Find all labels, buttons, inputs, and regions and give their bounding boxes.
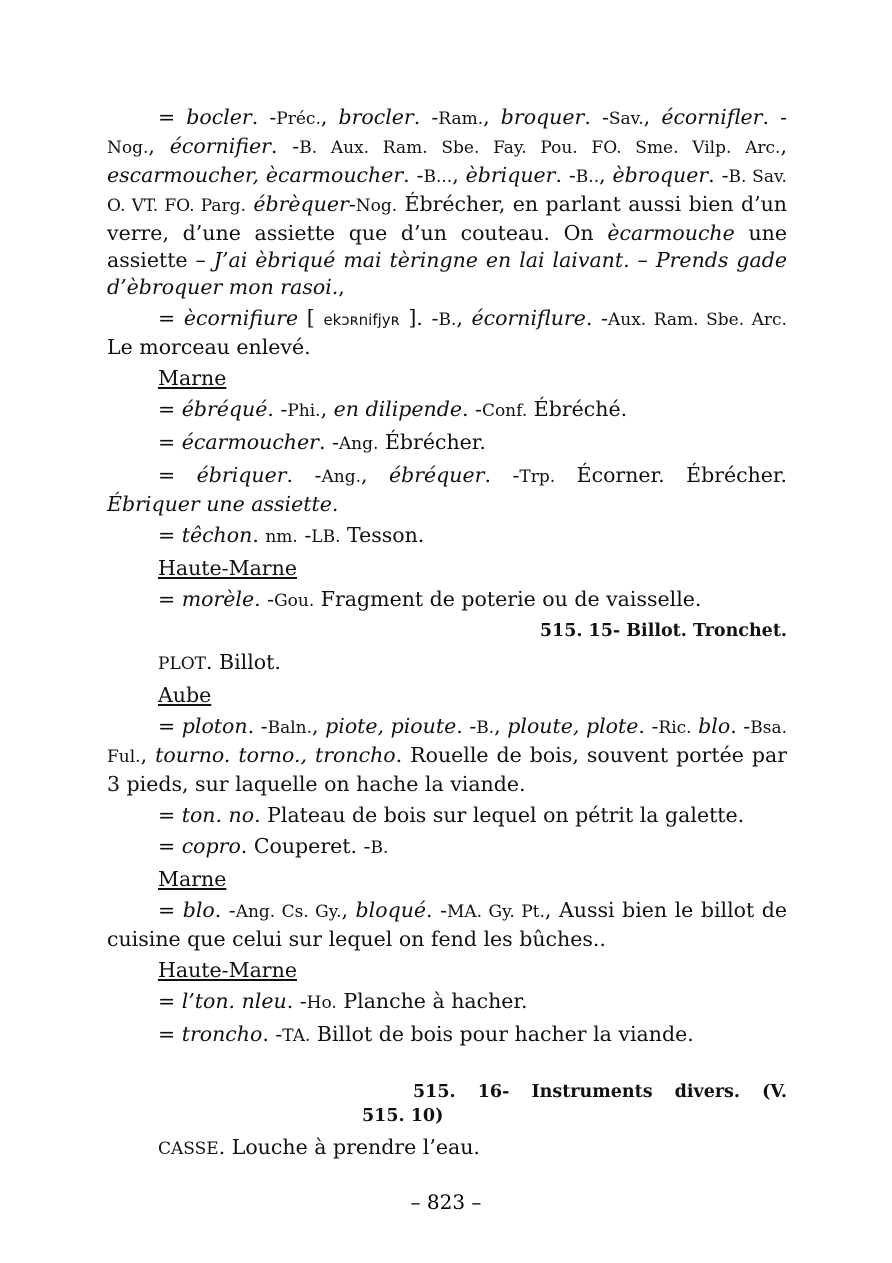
entry-copro: = copro. Couperet. -B.	[158, 834, 389, 858]
region-heading-aube: Aube	[158, 683, 212, 707]
entry-ebriquer: = ébriquer. -Ang., ébréquer. -Trp. Écorner. Ébrécher. Ébriquer une assiette.	[107, 463, 788, 516]
section-heading-instruments	[107, 1080, 787, 1128]
dictionary-page	[107, 104, 787, 1167]
entry-ebreque: = ébréqué. -Phi., en dilipende. -Conf. Ébréché.	[158, 397, 628, 421]
entry-plot: PLOT. Billot.	[158, 650, 281, 674]
entry-troncho: = troncho. -TA. Billot de bois pour hacher la viande.	[158, 1022, 694, 1046]
page-number: – 823 –	[410, 1190, 482, 1214]
section-heading-billot: 515. 15- Billot. Tronchet.	[539, 621, 787, 641]
region-heading-haute-marne-2: Haute-Marne	[158, 958, 297, 982]
entry-casse: CASSE. Louche à prendre l’eau.	[158, 1135, 480, 1159]
entry-techon: = têchon. nm. -LB. Tesson.	[158, 523, 425, 547]
entry-morele: = morèle. -Gou. Fragment de poterie ou de vaisselle.	[158, 587, 702, 611]
entry-ton-no: = ton. no. Plateau de bois sur lequel on pétrit la galette.	[158, 803, 745, 827]
region-heading-marne-2: Marne	[158, 867, 227, 891]
entry-blo: = blo. -Ang. Cs. Gy., bloqué. -MA. Gy. Pt., Aussi bien le billot de cuisine que celui sur lequel on fend les bûches..	[107, 898, 787, 951]
entry-lton-nleu: = l’ton. nleu. -Ho. Planche à hacher.	[158, 989, 528, 1013]
section-heading-line-1: 515. 16- Instruments divers. (V.	[413, 1082, 787, 1102]
entry-ecornifiure: = ècornifiure [ ekɔʀnifjyʀ ]. -B., écorniflure. -Aux. Ram. Sbe. Arc. Le morceau enlevé.	[107, 306, 787, 359]
entry-ebrecher: = bocler. -Préc., brocler. -Ram., broquer. -Sav., écornifler. -Nog., écornifier. -B. Aux. Ram. Sbe. Fay. Pou. FO. Sme. Vilp. Arc., escarmoucher, ècarmoucher. -B..., èbriquer. -B.., èbroquer. -B. Sav. O. VT. FO. Parg. ébrèquer-Nog. Ébrécher, en parlant aussi bien d’un verre, d’une assiette que d’un couteau. On ècarmouche une assiette – J’ai èbriqué mai tèringne en lai laivant. – Prends gade d’èbroquer mon rasoi.,	[107, 105, 787, 299]
entry-ecarmoucher: = écarmoucher. -Ang. Ébrécher.	[158, 430, 486, 454]
region-heading-marne: Marne	[158, 366, 227, 390]
entry-ploton: = ploton. -Baln., piote, pioute. -B., ploute, plote. -Ric. blo. -Bsa. Ful., tourno. torno., troncho. Rouelle de bois, souvent portée par 3 pieds, sur laquelle on hache la viande.	[107, 714, 787, 796]
section-heading-line-2: 515. 10)	[362, 1106, 444, 1126]
region-heading-haute-marne: Haute-Marne	[158, 556, 297, 580]
